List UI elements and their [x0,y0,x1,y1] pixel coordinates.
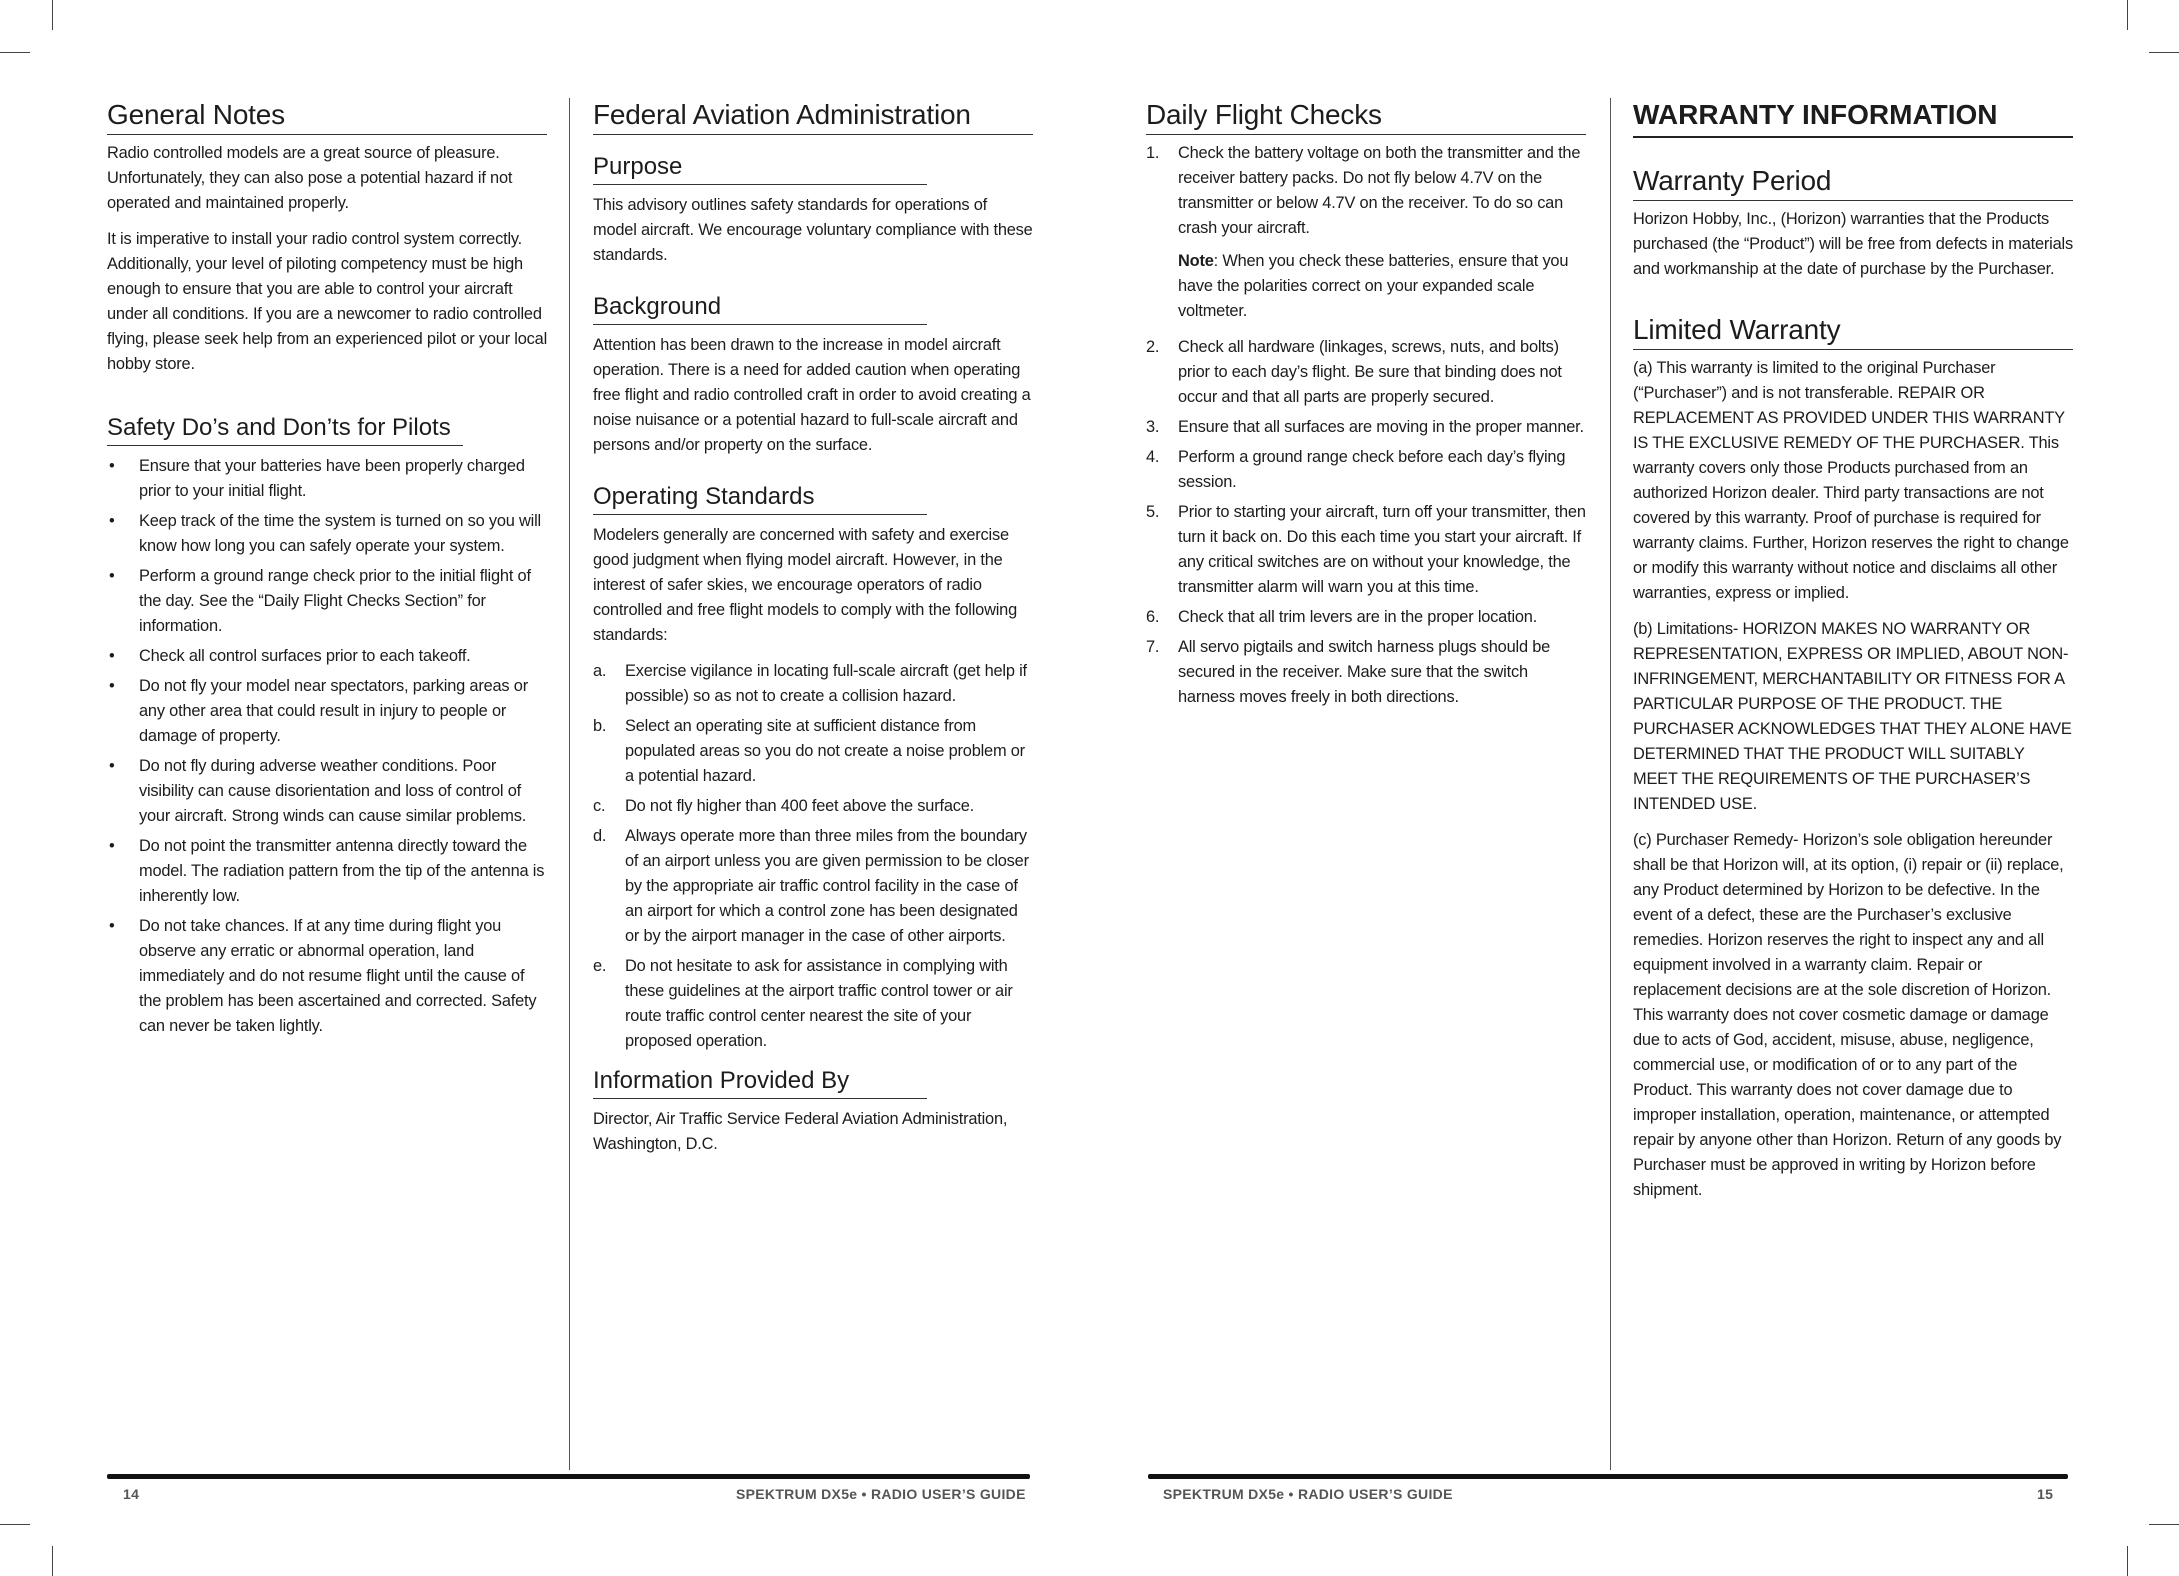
list-item: • Check all control surfaces prior to each takeoff. [107,644,547,669]
operating-standards-heading: Operating Standards [593,483,927,515]
faa-heading: Federal Aviation Administration [593,98,1033,135]
general-notes-heading: General Notes [107,98,547,135]
crop-mark [52,1546,53,1576]
list-marker: b. [593,717,607,735]
bullet-marker: • [109,917,115,935]
operating-standards-text: Modelers generally are concerned with safety and exercise good judgment when flying model aircraft. However, in the interest of safer skies, we encourage operators of radio controlled and free flight models to comply with the following standards: [593,526,1018,644]
general-notes-paragraph: Radio controlled models are a great source of pleasure. Unfortunately, they can also pose a potential hazard if not operated and maintained properly. [107,144,513,212]
list-item: c. Do not fly higher than 400 feet above the surface. [593,794,1033,819]
page-number-right: 15 [2037,1486,2054,1502]
daily-checks-list [1146,141,1586,241]
warranty-period-text: Horizon Hobby, Inc., (Horizon) warranties that the Products purchased (the “Product”) will be free from defects in materials and workmanship at the date of purchase by the Purchaser. [1633,210,2073,278]
bullet-marker: • [109,512,115,530]
list-item: • Perform a ground range check prior to the initial flight of the day. See the “Daily Flight Checks Section” for information. [107,564,547,639]
column-divider [569,98,570,1470]
list-marker: 4. [1146,448,1160,466]
footer-rule-right [1148,1474,2068,1479]
bullet-marker: • [109,677,115,695]
background-heading: Background [593,293,927,325]
bullet-marker: • [109,757,115,775]
limited-warranty-paragraph: (a) This warranty is limited to the original Purchaser (“Purchaser”) and is not transferable. REPAIR OR REPLACEMENT AS PROVIDED UNDER THIS WARRANTY IS THE EXCLUSIVE REMEDY OF THE PURCHASER. This warranty covers only those Products purchased from an authorized Horizon dealer. Third party transactions are not covered by this warranty. Proof of purchase is required for warranty claims. Further, Horizon reserves the right to change or modify this warranty without notice and disclaims all other warranties, express or implied. [1633,359,2069,602]
crop-mark [2127,1546,2128,1576]
list-item: 1. Check the battery voltage on both the transmitter and the receiver battery packs. Do not fly below 4.7V on the transmitter or below 4.7V on the receiver. To do so can crash your aircraft. [1146,141,1586,241]
list-item: • Ensure that your batteries have been properly charged prior to your initial flight. [107,454,547,504]
information-provided-heading: Information Provided By [593,1067,927,1099]
column-divider [1610,98,1611,1470]
column-faa [593,98,1033,1168]
list-marker: d. [593,827,607,845]
limited-warranty-heading: Limited Warranty [1633,313,2073,350]
crop-mark [0,1524,30,1525]
column-warranty [1633,98,2073,1214]
list-item: 3. Ensure that all surfaces are moving in the proper manner. [1146,415,1586,440]
crop-mark [2127,0,2128,30]
information-provided-text: Director, Air Traffic Service Federal Aviation Administration, Washington, D.C. [593,1110,1008,1153]
crop-mark [0,52,30,53]
list-marker: c. [593,797,606,815]
list-marker: 7. [1146,638,1160,656]
footer-guide-title-right: SPEKTRUM DX5e • RADIO USER’S GUIDE [1163,1486,1453,1502]
purpose-heading: Purpose [593,153,927,185]
list-marker: 2. [1146,338,1160,356]
list-item: 6. Check that all trim levers are in the proper location. [1146,605,1586,630]
list-item: 2. Check all hardware (linkages, screws, nuts, and bolts) prior to each day’s flight. Be sure that binding does not occur and that all parts are properly secured. [1146,335,1586,410]
list-item: • Keep track of the time the system is turned on so you will know how long you can safely operate your system. [107,509,547,559]
note-label: Note [1178,252,1214,270]
list-item: b. Select an operating site at sufficient distance from populated areas so you do not create a noise problem or a potential hazard. [593,714,1033,789]
list-marker: 6. [1146,608,1160,626]
bullet-marker: • [109,647,115,665]
list-item: • Do not fly during adverse weather conditions. Poor visibility can cause disorientation and loss of control of your aircraft. Strong winds can cause similar problems. [107,754,547,829]
bullet-marker: • [109,837,115,855]
general-notes-paragraph: It is imperative to install your radio control system correctly. Additionally, your level of piloting competency must be high enough to ensure that you are able to control your aircraft under all conditions. If you are a newcomer to radio controlled flying, please seek help from an experienced pilot or your local hobby store. [107,230,548,373]
list-marker: e. [593,957,607,975]
list-marker: a. [593,662,607,680]
safety-heading: Safety Do’s and Don’ts for Pilots [107,414,463,446]
footer-rule-left [107,1474,1030,1479]
list-marker: 1. [1146,144,1160,162]
safety-list [107,454,547,1039]
crop-mark [2149,52,2179,53]
bullet-marker: • [109,567,115,585]
column-daily-flight-checks [1146,98,1586,715]
list-item: • Do not point the transmitter antenna directly toward the model. The radiation pattern from the tip of the antenna is inherently low. [107,834,547,909]
purpose-text: This advisory outlines safety standards for operations of model aircraft. We encourage voluntary compliance with these standards. [593,196,1033,264]
list-item: 4. Perform a ground range check before each day’s flying session. [1146,445,1586,495]
note-paragraph: Note: When you check these batteries, ensure that you have the polarities correct on your expanded scale voltmeter. [1178,252,1569,320]
list-item: d. Always operate more than three miles from the boundary of an airport unless you are given permission to be closer by the appropriate air traffic control facility in the case of an airport for which a control zone has been designated or by the airport manager in the case of other airports. [593,824,1033,949]
limited-warranty-paragraph: (b) Limitations- HORIZON MAKES NO WARRANTY OR REPRESENTATION, EXPRESS OR IMPLIED, ABOUT NON-INFRINGEMENT, MERCHANTABILITY OR FITNESS FOR A PARTICULAR PURPOSE OF THE PRODUCT. THE PURCHASER ACKNOWLEDGES THAT THEY ALONE HAVE DETERMINED THAT THE PRODUCT WILL SUITABLY MEET THE REQUIREMENTS OF THE PURCHASER’S INTENDED USE. [1633,620,2072,813]
list-item: e. Do not hesitate to ask for assistance in complying with these guidelines at the airport traffic control tower or air route traffic control center nearest the site of your proposed operation. [593,954,1033,1054]
crop-mark [2149,1524,2179,1525]
crop-mark [52,0,53,30]
page-number-left: 14 [123,1486,140,1502]
footer-guide-title-left: SPEKTRUM DX5e • RADIO USER’S GUIDE [736,1486,1026,1502]
warranty-period-heading: Warranty Period [1633,164,2073,201]
list-item: • Do not fly your model near spectators, parking areas or any other area that could result in injury to people or damage of property. [107,674,547,749]
bullet-marker: • [109,457,115,475]
background-text: Attention has been drawn to the increase in model aircraft operation. There is a need for added caution when operating free flight and radio controlled craft in order to avoid creating a noise nuisance or a potential hazard to full-scale aircraft and persons and/or property on the surface. [593,336,1031,454]
limited-warranty-paragraph: (c) Purchaser Remedy- Horizon’s sole obligation hereunder shall be that Horizon will, at its option, (i) repair or (ii) replace, any Product determined by Horizon to be defective. In the event of a defect, these are the Purchaser’s exclusive remedies. Horizon reserves the right to inspect any and all equipment involved in a warranty claim. Repair or replacement decisions are at the sole discretion of Horizon. This warranty does not cover cosmetic damage or damage due to acts of God, accident, misuse, abuse, negligence, commercial use, or modification of or to any part of the Product. This warranty does not cover damage due to improper installation, operation, maintenance, or attempted repair by anyone other than Horizon. Return of any goods by Purchaser must be approved in writing by Horizon before shipment. [1633,831,2064,1199]
column-general-notes [107,98,547,1044]
list-item: • Do not take chances. If at any time during flight you observe any erratic or abnormal operation, land immediately and do not resume flight until the cause of the problem has been ascertained and corrected. Safety can never be taken lightly. [107,914,547,1039]
daily-checks-list [1146,335,1586,710]
operating-standards-list [593,659,1033,1054]
daily-flight-checks-heading: Daily Flight Checks [1146,98,1586,135]
list-item: 5. Prior to starting your aircraft, turn off your transmitter, then turn it back on. Do this each time you start your aircraft. If any critical switches are on without your knowledge, the transmitter alarm will warn you at this time. [1146,500,1586,600]
list-marker: 3. [1146,418,1160,436]
warranty-information-heading: WARRANTY INFORMATION [1633,98,2073,138]
list-marker: 5. [1146,503,1160,521]
list-item: 7. All servo pigtails and switch harness plugs should be secured in the receiver. Make sure that the switch harness moves freely in both directions. [1146,635,1586,710]
list-item: a. Exercise vigilance in locating full-scale aircraft (get help if possible) so as not to create a collision hazard. [593,659,1033,709]
